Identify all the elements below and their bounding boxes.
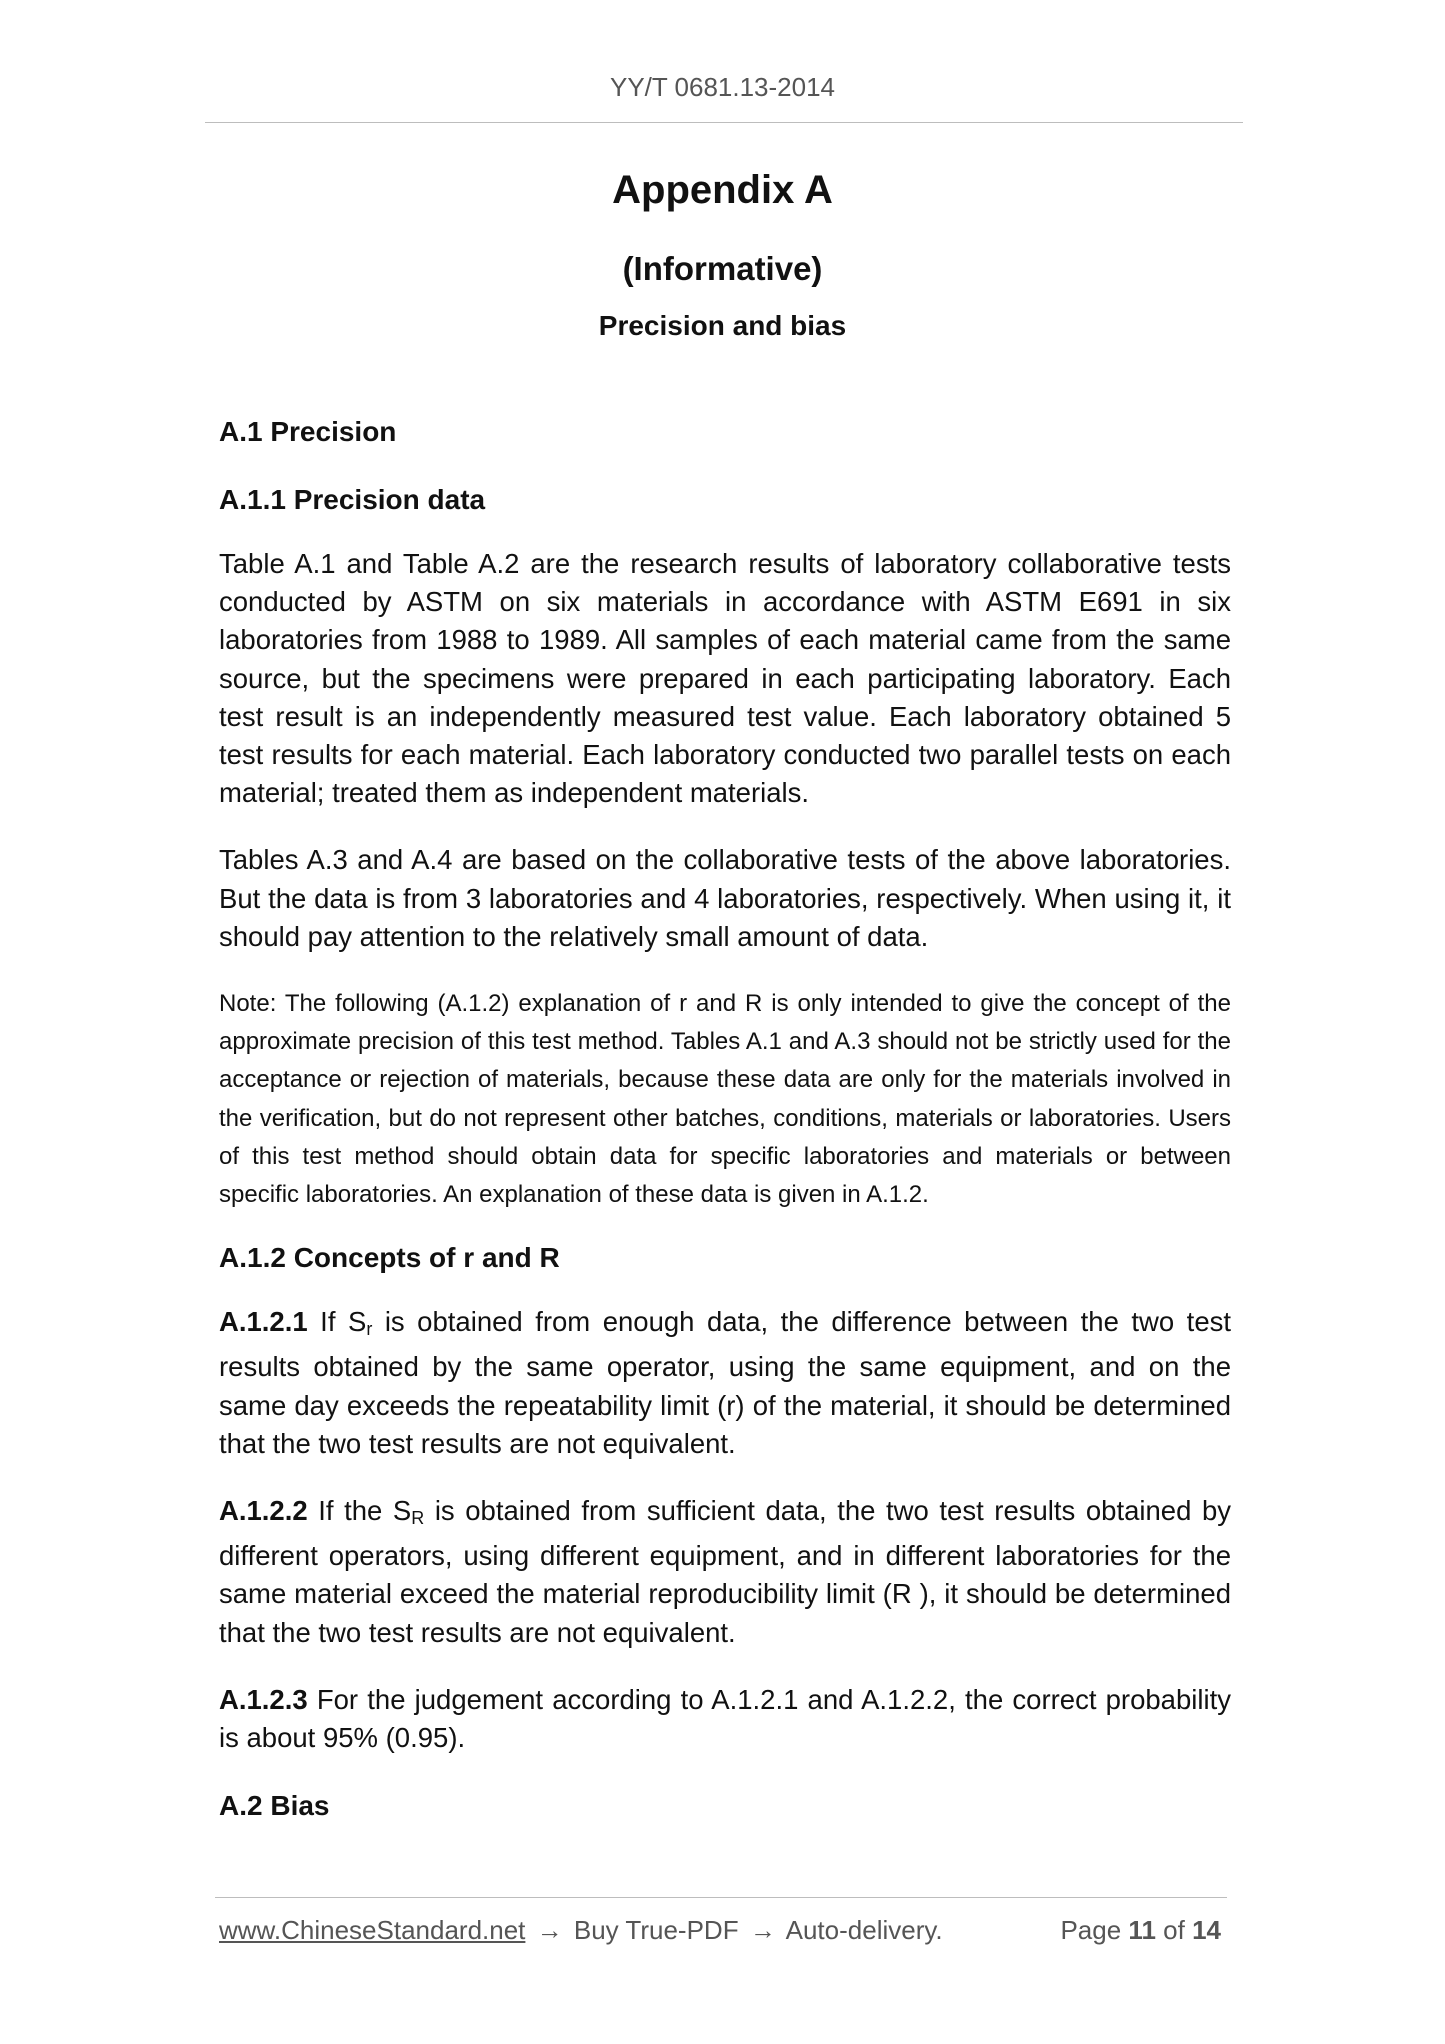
paragraph-a11-1: Table A.1 and Table A.2 are the research results of laboratory collaborative tests conducted by ASTM on six materials in accordance with ASTM E691 in six laboratories from 1988 to 1989. All samples of each material came from the same source, but the specimens were prepared in each participating laboratory. Each test result is an independently measured test value. Each laboratory obtained 5 test results for each material. Each laboratory conducted two parallel tests on each material; treated them as independent materials. [219,548,1231,809]
note-paragraph: Note: The following (A.1.2) explanation of r and R is only intended to give the concept of the approximate precision of this test method. Tables A.1 and A.3 should not be strictly used for the acceptance or rejection of materials, because these data are only for the materials involved in the verification, but do not represent other batches, conditions, materials or laboratories. Users of this test method should obtain data for specific laboratories and materials or between specific laboratories. An explanation of these data is given in A.1.2. [219,990,1231,1209]
clause-number: A.1.2.2 [219,1495,308,1527]
arrow-right-icon: → [749,1915,776,1945]
clause-text: is obtained from enough data, the difference between the two test results obtained by the same operator, using the same equipment, and on the same day exceeds the repeatability limit (r) of the material, it should be determined that the two test results are not equivalent. [219,1306,1231,1459]
footer-divider [215,1897,1227,1898]
auto-delivery-text: Auto-delivery. [785,1915,943,1945]
section-heading-a11: A.1.1 Precision data [219,484,486,515]
section-heading-a2: A.2 Bias [219,1790,330,1822]
page-current: 11 [1128,1915,1156,1945]
page-indicator [1060,1915,1221,1946]
paragraph-a11-2: Tables A.3 and A.4 are based on the collaborative tests of the above laboratories. But the data is from 3 laboratories and 4 laboratories, respectively. When using it, it should pay attention to the relatively small amount of data. [219,844,1231,952]
clause-a123 [219,1681,1231,1757]
page-footer [219,1915,1231,1955]
website-link[interactable]: www.ChineseStandard.net [219,1915,526,1945]
section-heading-a12: A.1.2 Concepts of r and R [219,1242,560,1274]
clause-a122 [219,1492,1231,1652]
subscript-r: r [366,1319,373,1340]
clause-text: is obtained from sufficient data, the two test results obtained by different operators, using different equipment, and in different laboratories for the same material exceed the material reproducibility limit (R ), it should be determined that the two test results are not equivalent. [219,1495,1232,1648]
page-label: Page [1060,1915,1122,1945]
arrow-right-icon: → [536,1915,563,1945]
header-divider [205,122,1243,123]
clause-number: A.1.2.3 [219,1683,308,1715]
page-total: 14 [1192,1915,1221,1945]
header-doc-code: YY/T 0681.13-2014 [609,72,836,102]
clause-text: If S [307,1306,367,1338]
of-label: of [1163,1915,1185,1945]
clause-text: For the judgement according to A.1.2.1 and A.1.2.2, the correct probability is about 95% (0.95). [219,1683,1231,1754]
appendix-type: (Informative) [622,250,823,287]
appendix-title: Appendix A [612,168,833,212]
clause-number: A.1.2.1 [219,1306,308,1338]
buy-pdf-text: Buy True-PDF [573,1915,739,1945]
clause-a121 [219,1303,1231,1463]
document-body [219,412,1231,1826]
appendix-subject: Precision and bias [598,310,847,341]
section-heading-a1: A.1 Precision [219,416,397,447]
clause-text: If the S [307,1495,412,1527]
subscript-R: R [411,1508,425,1529]
